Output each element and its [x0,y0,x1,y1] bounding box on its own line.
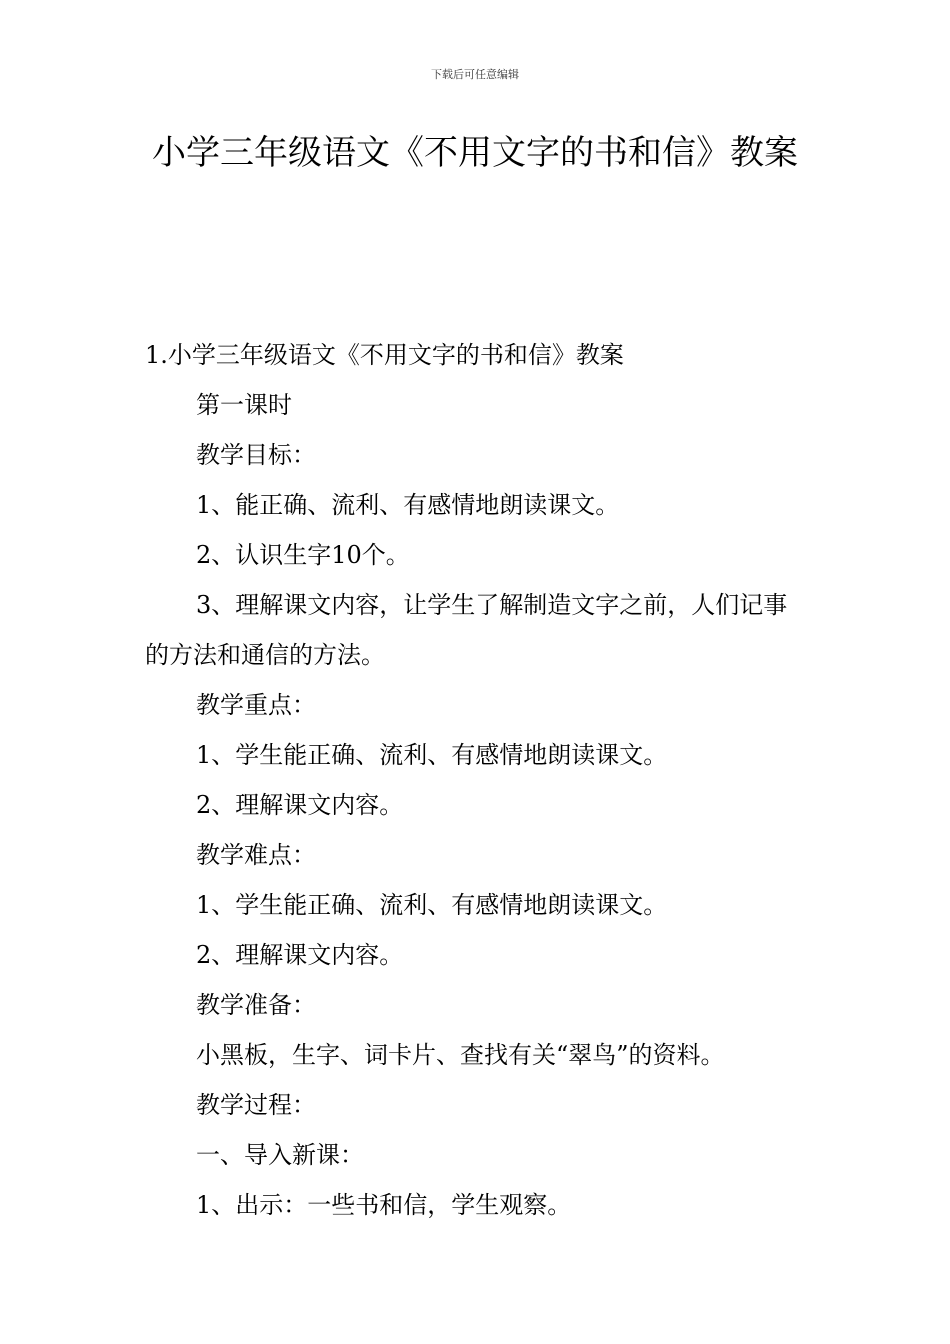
paragraph: 3、理解课文内容，让学生了解制造文字之前，人们记事的方法和通信的方法。 [145,591,788,669]
document-title: 小学三年级语文《不用文字的书和信》教案 [152,133,798,173]
paragraph: 1、学生能正确、流利、有感情地朗读课文。 [196,891,668,919]
paragraph: 1、能正确、流利、有感情地朗读课文。 [196,491,620,519]
header-note: 下载后可任意编辑 [431,68,519,81]
paragraph: 2、理解课文内容。 [196,791,404,819]
paragraph: 教学目标： [196,441,316,469]
paragraph: 第一课时 [196,391,292,419]
paragraph: 教学准备： [196,991,316,1019]
paragraph: 2、认识生字10个。 [196,541,410,569]
paragraph: 1、出示：一些书和信，学生观察。 [196,1191,572,1219]
paragraph: 2、理解课文内容。 [196,941,404,969]
paragraph: 教学难点： [196,841,316,869]
paragraph: 一、导入新课： [196,1141,364,1169]
document-body [145,330,810,1230]
paragraph: 小黑板，生字、词卡片、查找有关“翠鸟”的资料。 [196,1041,725,1069]
paragraph: 教学过程： [196,1091,316,1119]
paragraph: 教学重点： [196,691,316,719]
paragraph: 1.小学三年级语文《不用文字的书和信》教案 [145,341,624,369]
paragraph: 1、学生能正确、流利、有感情地朗读课文。 [196,741,668,769]
